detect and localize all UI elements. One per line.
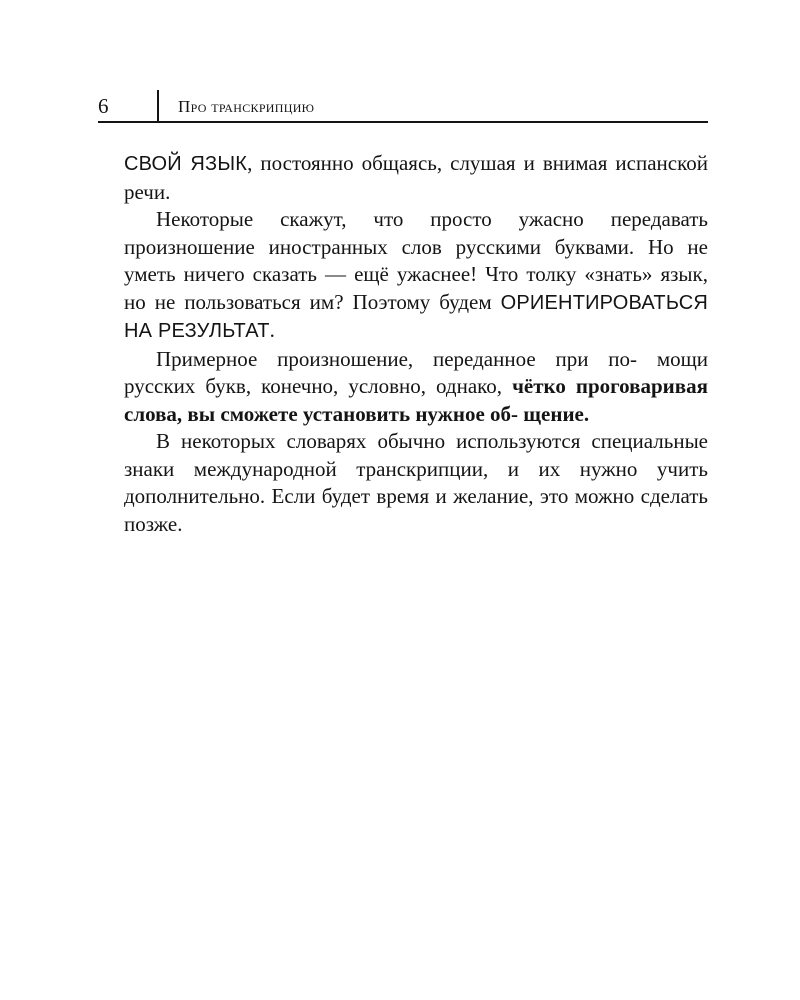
bold-text: чётко проговаривая слова, вы сможете установить нужное об-	[124, 374, 708, 426]
paragraph-4	[124, 428, 708, 538]
emphasis-text: СВОЙ ЯЗЫК	[124, 153, 248, 175]
paragraph-3	[124, 346, 708, 429]
paragraph-text: Примерное произношение, переданное при по-	[156, 346, 637, 371]
bold-text: щение.	[523, 401, 590, 426]
page-number: 6	[98, 94, 109, 118]
running-header	[98, 88, 708, 124]
running-title: Про транскрипцию	[178, 97, 315, 116]
paragraph-text: мощи русских букв, конечно, условно, однако,	[124, 346, 709, 398]
header-rule	[98, 121, 708, 123]
paragraph-text: Некоторые скажут, что просто ужасно передавать произношение иностранных слов русскими буквами. Но не уметь ничего сказать — ещё ужаснее! Что толку «знать» язык, но не пользоваться им? Поэтому будем	[124, 207, 708, 314]
emphasis-text: ОРИЕНТИРОВАТЬСЯ НА РЕЗУЛЬТАТ	[124, 291, 708, 342]
paragraph-2	[124, 206, 708, 346]
header-divider	[157, 90, 159, 122]
paragraph-text: В некоторых словарях обычно используются специальные знаки международной транскрипции, и их нужно учить дополнительно. Если будет время и желание, это можно сделать позже.	[124, 429, 708, 536]
body-text	[124, 150, 708, 538]
paragraph-end: .	[269, 318, 275, 342]
paragraph-1	[124, 150, 708, 206]
paragraph-text: , постоянно общаясь, слушая и внимая испанской речи.	[124, 151, 708, 204]
